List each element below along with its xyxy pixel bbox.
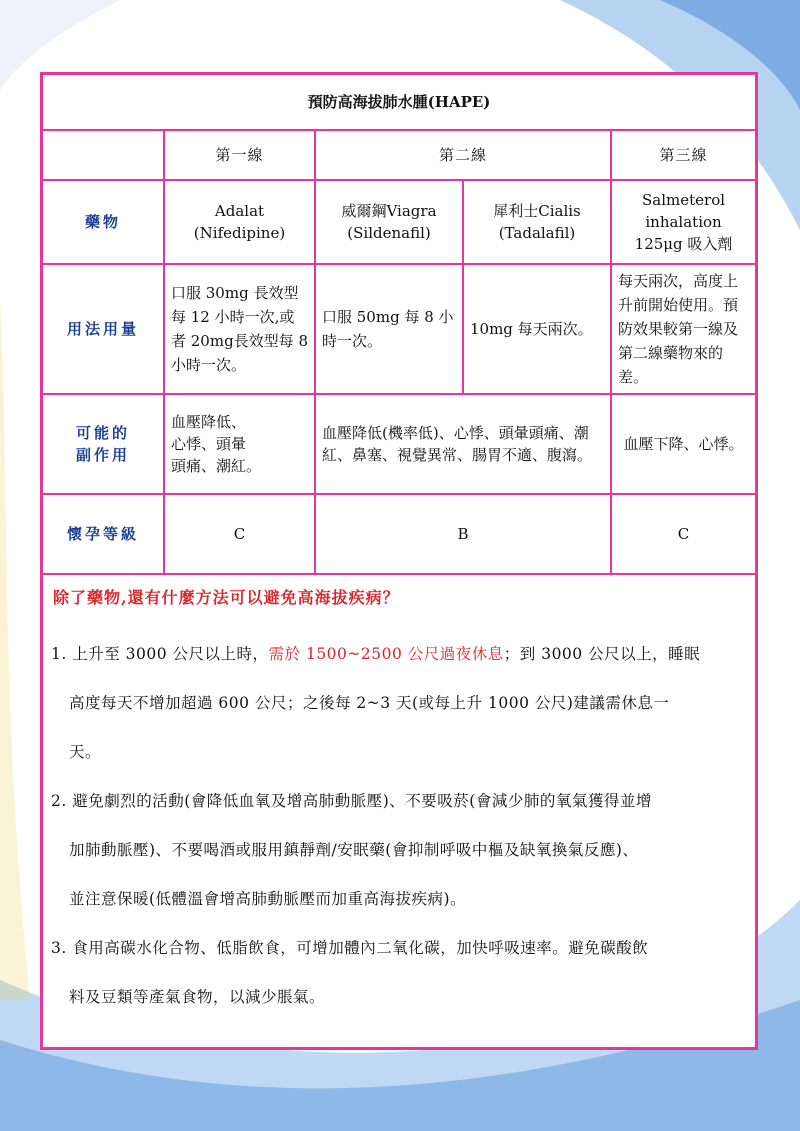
drug-row bbox=[43, 180, 755, 264]
table-title-row bbox=[43, 75, 755, 130]
drug-viagra-name: 威爾鋼Viagra bbox=[341, 202, 437, 220]
drug-cialis-cell bbox=[463, 180, 611, 264]
side-effect-third: 血壓下降、心悸。 bbox=[611, 394, 755, 494]
usage-label: 用法用量 bbox=[43, 264, 164, 394]
usage-third: 每天兩次，高度上升前開始使用。預防效果較第一線及第二線藥物來的差。 bbox=[611, 264, 755, 394]
drug-label: 藥物 bbox=[43, 180, 164, 264]
drug-cialis-generic: (Tadalafil) bbox=[498, 224, 576, 242]
notes-item3-line1: 3. 食用高碳水化合物、低脂飲食，可增加體內二氧化碳，加快呼吸速率。避免碳酸飲 bbox=[51, 939, 649, 957]
notes-item1-text-a: 1. 上升至 3000 公尺以上時， bbox=[51, 645, 269, 663]
notes-item1-highlight: 需於 1500~2500 公尺過夜休息 bbox=[268, 645, 504, 663]
usage-viagra: 口服 50mg 每 8 小時一次。 bbox=[315, 264, 463, 394]
drug-cialis-name: 犀利士Cialis bbox=[493, 202, 581, 220]
usage-row bbox=[43, 264, 755, 394]
side-effect-first-line3: 頭痛、潮紅。 bbox=[171, 457, 262, 475]
side-effect-label-line2: 副作用 bbox=[75, 446, 130, 464]
notes-item1-line3: 天。 bbox=[69, 743, 102, 761]
drug-third-dose: 125μg 吸入劑 bbox=[634, 235, 733, 253]
notes-item2-line3: 並注意保暖(低體溫會增高肺動脈壓而加重高海拔疾病)。 bbox=[69, 890, 467, 908]
drug-first-name: Adalat bbox=[214, 202, 265, 220]
hape-table bbox=[43, 75, 755, 575]
notes-item1-line2: 高度每天不增加超過 600 公尺；之後每 2~3 天(或每上升 1000 公尺)建議需休息一 bbox=[69, 694, 670, 712]
notes-item2-line2: 加肺動脈壓)、不要喝酒或服用鎮靜劑/安眠藥(會抑制呼吸中樞及缺氧換氣反應)、 bbox=[69, 841, 639, 859]
notes-item3-line2: 料及豆類等產氣食物，以減少脹氣。 bbox=[69, 988, 326, 1006]
usage-first: 口服 30mg 長效型每 12 小時一次,或者 20mg長效型每 8 小時一次。 bbox=[164, 264, 315, 394]
drug-viagra-generic: (Sildenafil) bbox=[347, 224, 431, 242]
drug-first-cell bbox=[164, 180, 315, 264]
notes-item-3 bbox=[51, 924, 751, 1022]
side-effect-second: 血壓降低(機率低)、心悸、頭暈頭痛、潮紅、鼻塞、視覺異常、腸胃不適、腹瀉。 bbox=[315, 394, 611, 494]
notes-item-2 bbox=[51, 777, 751, 924]
header-second-line: 第二線 bbox=[315, 130, 611, 180]
table-title: 預防高海拔肺水腫(HAPE) bbox=[43, 75, 755, 130]
header-third-line: 第三線 bbox=[611, 130, 755, 180]
hape-document-frame bbox=[40, 72, 758, 1050]
side-effect-first-line2: 心悸、頭暈 bbox=[171, 435, 247, 453]
drug-viagra-cell bbox=[315, 180, 463, 264]
pregnancy-first: C bbox=[164, 494, 315, 574]
drug-first-generic: (Nifedipine) bbox=[193, 224, 286, 242]
pregnancy-label: 懷孕等級 bbox=[43, 494, 164, 574]
header-first-line: 第一線 bbox=[164, 130, 315, 180]
header-empty-cell bbox=[43, 130, 164, 180]
side-effect-first-cell bbox=[164, 394, 315, 494]
notes-item2-line1: 2. 避免劇烈的活動(會降低血氧及增高肺動脈壓)、不要吸菸(會減少肺的氧氣獲得並增 bbox=[51, 792, 652, 810]
pregnancy-third: C bbox=[611, 494, 755, 574]
drug-third-form: inhalation bbox=[645, 213, 722, 231]
usage-cialis: 10mg 每天兩次。 bbox=[463, 264, 611, 394]
prevention-notes bbox=[51, 585, 751, 1022]
notes-item-1 bbox=[51, 630, 751, 777]
drug-third-name: Salmeterol bbox=[642, 191, 726, 209]
notes-item1-text-b: ；到 3000 公尺以上，睡眠 bbox=[503, 645, 701, 663]
side-effect-label-line1: 可能的 bbox=[75, 424, 130, 442]
side-effect-first-line1: 血壓降低、 bbox=[171, 413, 247, 431]
notes-question: 除了藥物,還有什麼方法可以避免高海拔疾病？ bbox=[53, 588, 400, 607]
side-effect-row bbox=[43, 394, 755, 494]
drug-third-cell bbox=[611, 180, 755, 264]
header-row bbox=[43, 130, 755, 180]
pregnancy-row bbox=[43, 494, 755, 574]
side-effect-label bbox=[43, 394, 164, 494]
pregnancy-second: B bbox=[315, 494, 611, 574]
